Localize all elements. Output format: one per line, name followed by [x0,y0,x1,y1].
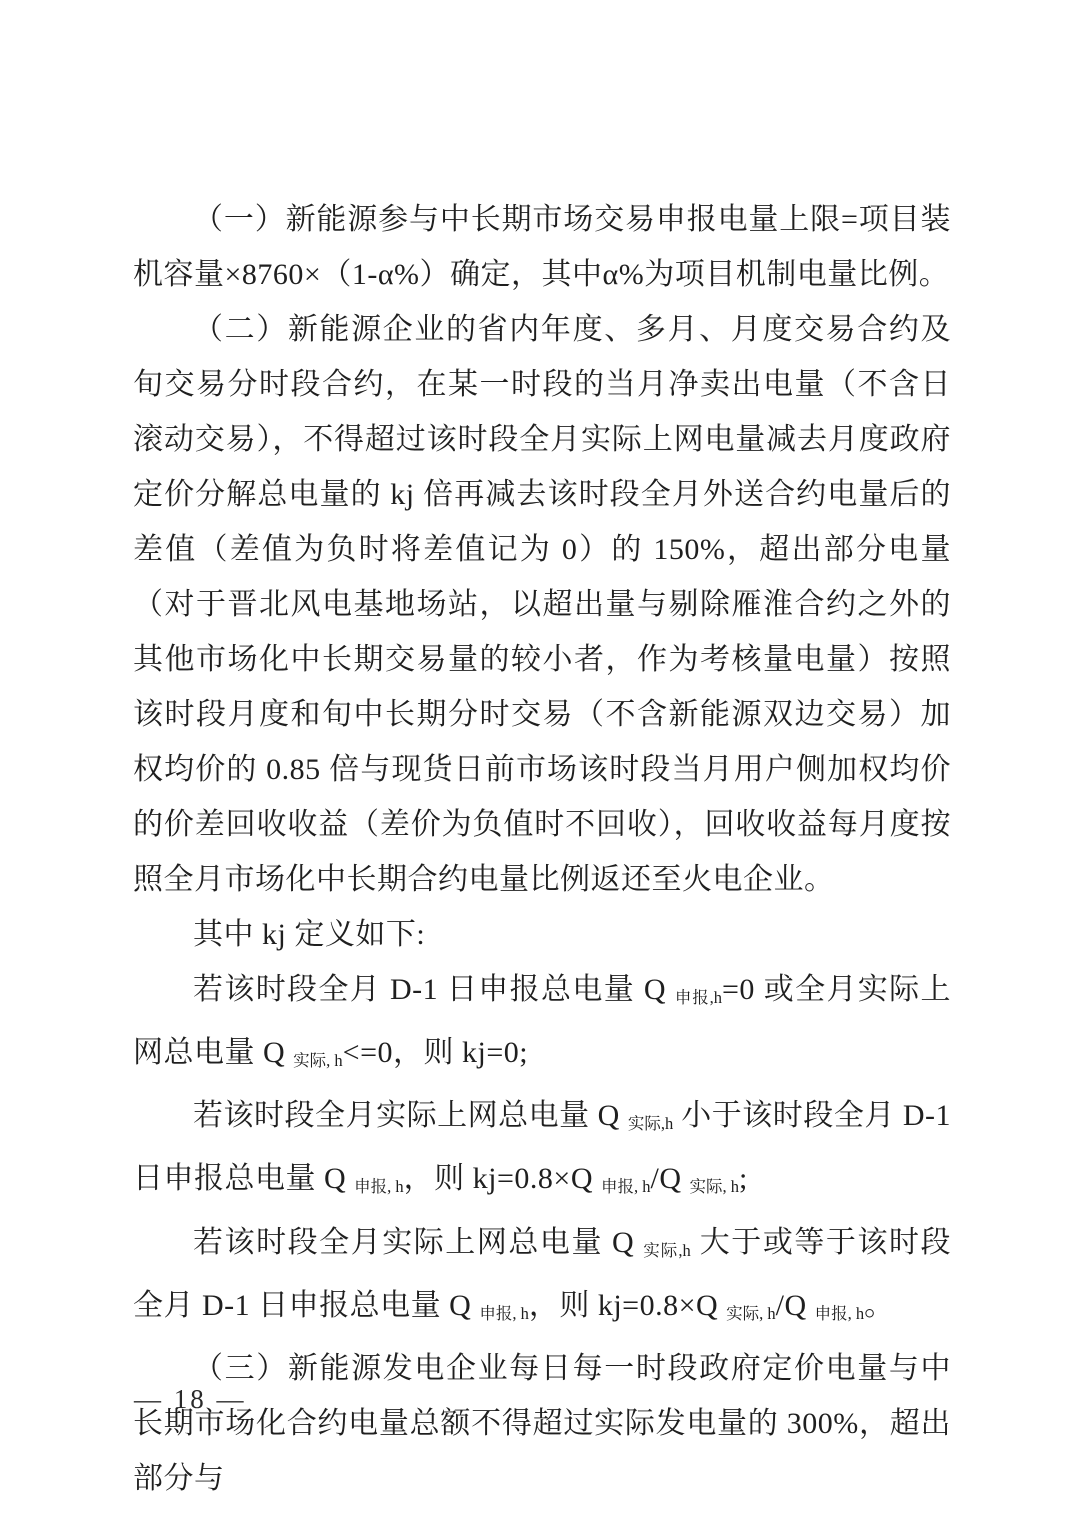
subscript-text: 实际, h [293,1051,343,1071]
text-run: =0 或全月实际上网总电量 Q [133,973,951,1070]
text-run: 若该时段全月实际上网总电量 Q [193,1099,628,1133]
text-run: 大于或等于该时段全月 D-1 日申报总电量 Q [133,1225,952,1322]
page-number: — 18 — [134,1384,247,1414]
paragraph-kj-case-2 [133,1088,951,1214]
subscript-text: 实际, h [726,1303,776,1323]
paragraph-kj-definition-intro [133,907,951,962]
text-run: ; [739,1162,748,1196]
subscript-text: 申报, h [479,1303,529,1323]
subscript-text: 申报,h [674,988,722,1008]
text-run: ，则 kj=0.8×Q [403,1162,602,1196]
subscript-text: 申报, h [354,1177,404,1197]
paragraph-item-1 [133,192,951,302]
text-run: （一）新能源参与中长期市场交易申报电量上限=项目装机容量×8760×（1-α%）确定，其中α%为项目机制电量比例。 [133,203,951,291]
text-run: 小于该时段全月 D-1 日申报总电量 Q [133,1099,952,1196]
subscript-text: 申报, h [601,1177,651,1197]
document-body [133,192,951,1506]
paragraph-kj-case-3 [133,1215,951,1341]
paragraph-item-2 [133,302,951,907]
paragraph-item-3 [133,1341,951,1506]
text-run: 。 [864,1288,895,1322]
text-run: （二）新能源企业的省内年度、多月、月度交易合约及旬交易分时段合约，在某一时段的当月净卖出电量（不含日滚动交易），不得超过该时段全月实际上网电量减去月度政府定价分解总电量的 kj 倍再减去该时段全月外送合约电量后的差值（差值为负时将差值记为 0）的 150%，超出部分电量（对于晋北风电基地场站，以超出量与剔除雁淮合约之外的其他市场化中长期交易量的较小者，作为考核量电量）按照该时段月度和旬中长期分时交易（不含新能源双边交易）加权均价的 0.85 倍与现货日前市场该时段当月用户侧加权均价的价差回收收益（差价为负值时不回收），回收收益每月度按照全月市场化中长期合约电量比例返还至火电企业。 [133,313,951,896]
text-run: 若该时段全月 D-1 日申报总电量 Q [193,973,675,1006]
paragraph-kj-case-1 [133,962,951,1088]
text-run: /Q [650,1162,690,1196]
text-run: 其中 kj 定义如下: [193,918,426,951]
subscript-text: 实际,h [627,1114,674,1134]
text-run: ，则 kj=0.8×Q [528,1288,727,1322]
subscript-text: 申报, h [814,1303,865,1323]
text-run: <=0，则 kj=0; [342,1036,529,1070]
subscript-text: 实际, h [689,1177,740,1197]
text-run: 若该时段全月实际上网总电量 Q [193,1225,644,1259]
text-run: （三）新能源发电企业每日每一时段政府定价电量与中长期市场化合约电量总额不得超过实际发电量的 300%，超出部分与 [133,1351,951,1495]
subscript-text: 实际,h [643,1240,691,1260]
text-run: /Q [775,1288,815,1322]
